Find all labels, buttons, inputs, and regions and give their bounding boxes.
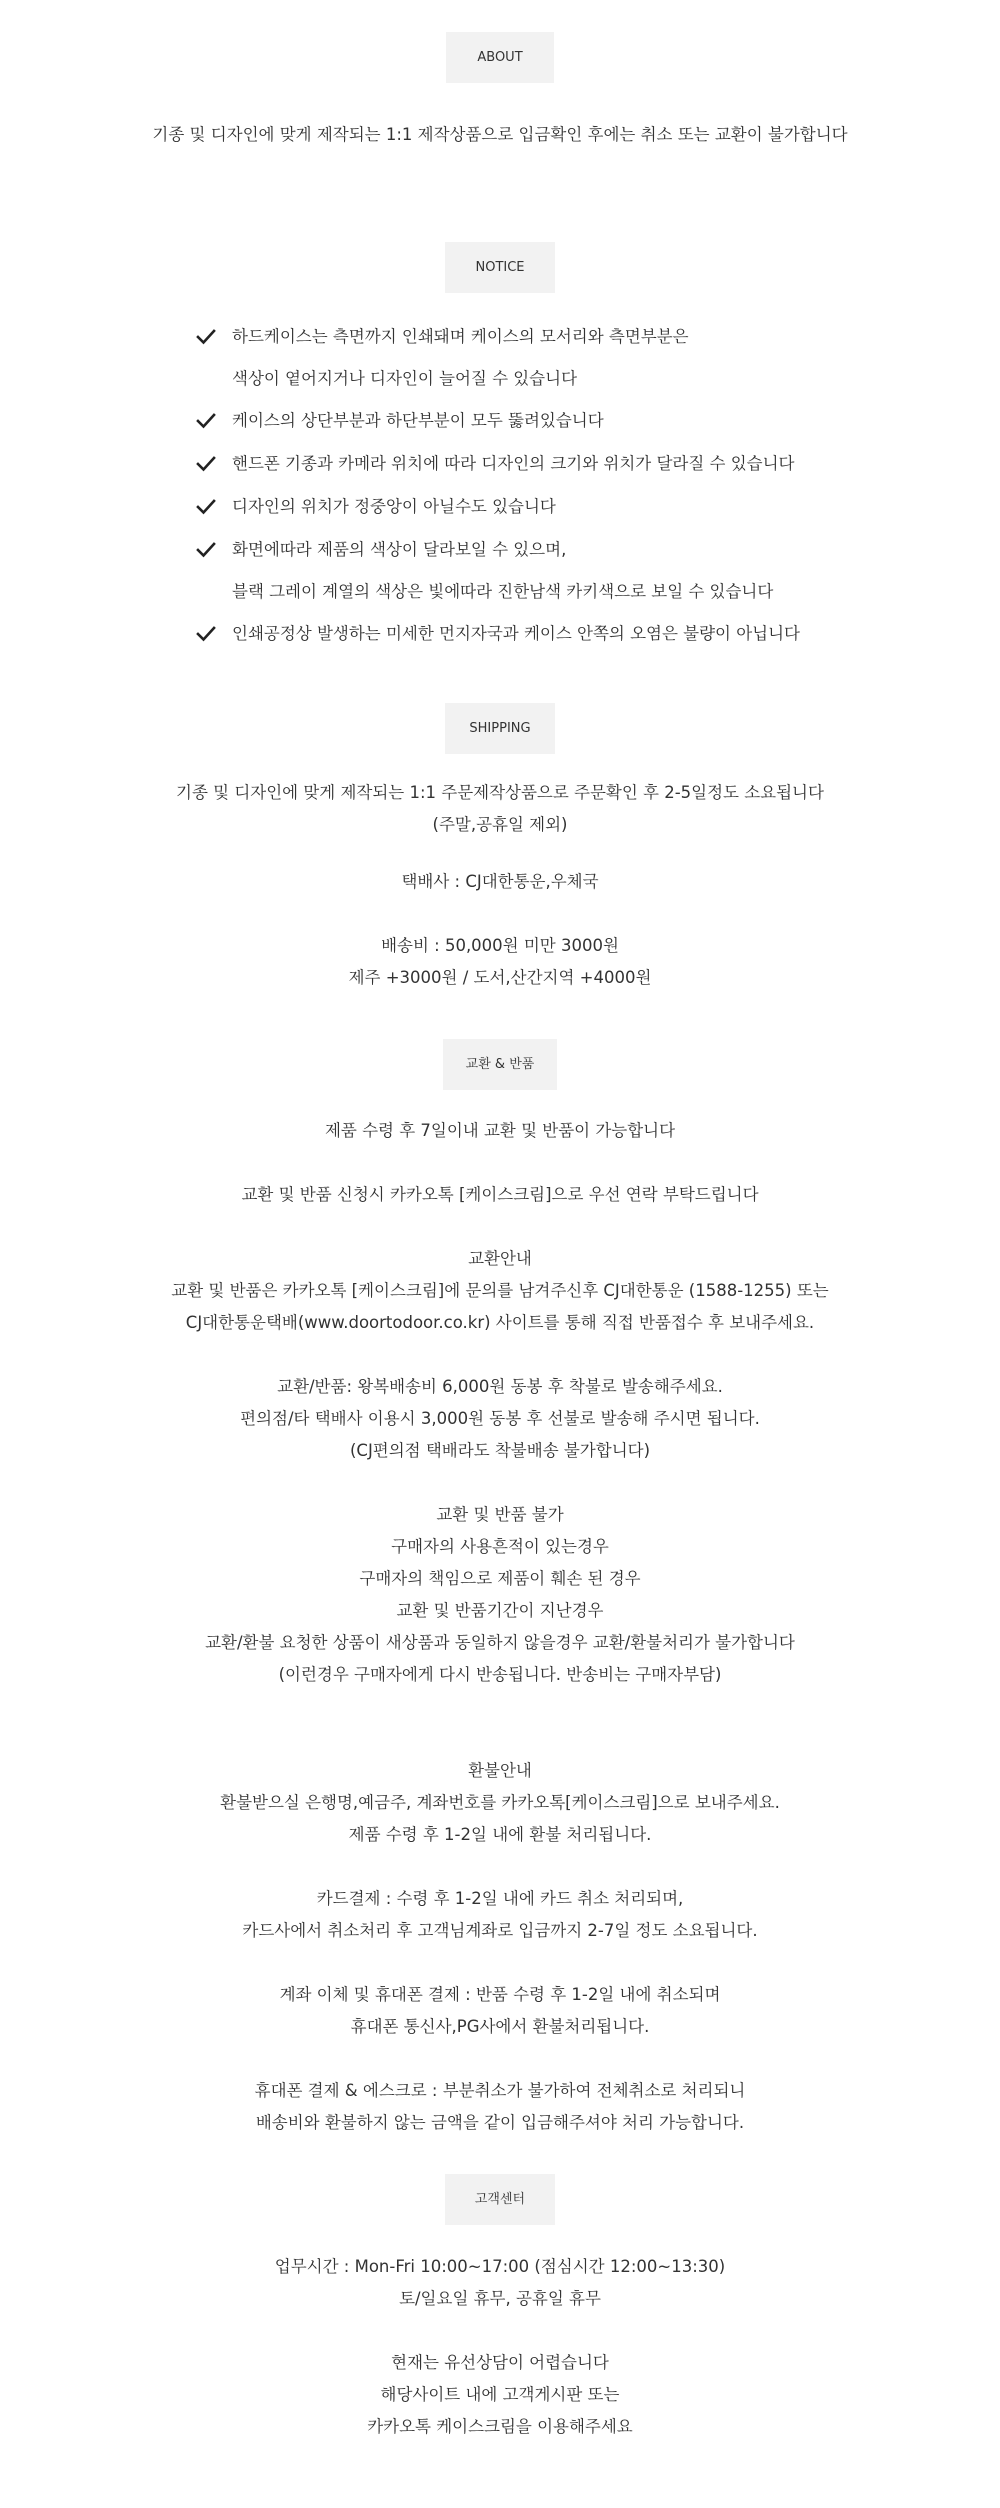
notice-section-title: NOTICE — [445, 242, 555, 293]
notice-item-text-continued: 색상이 옅어지거나 디자인이 늘어질 수 있습니다 — [232, 369, 578, 388]
notice-item-text-continued: 블랙 그레이 계열의 색상은 빛에따라 진한남색 카키색으로 보일 수 있습니다 — [232, 582, 774, 601]
exchange-text: 구매자의 책임으로 제품이 훼손 된 경우 — [359, 1569, 641, 1588]
notice-item-text: 화면에따라 제품의 색상이 달라보일 수 있으며, — [232, 540, 567, 559]
about-text: 기종 및 디자인에 맞게 제작되는 1:1 제작상품으로 입금확인 후에는 취소 또는 교환이 불가합니다 — [152, 125, 848, 144]
support-text: 해당사이트 내에 고객게시판 또는 — [380, 2385, 620, 2404]
check-icon — [196, 540, 216, 560]
exchange-text: (이런경우 구매자에게 다시 반송됩니다. 반송비는 구매자부담) — [278, 1665, 722, 1684]
notice-item — [196, 622, 800, 646]
exchange-text: 교환/반품: 왕복배송비 6,000원 동봉 후 착불로 발송해주세요. — [277, 1377, 723, 1396]
support-text: 카카오톡 케이스크림을 이용해주세요 — [367, 2417, 633, 2436]
check-icon — [196, 411, 216, 431]
notice-item-text: 하드케이스는 측면까지 인쇄돼며 케이스의 모서리와 측면부분은 — [232, 327, 689, 346]
refund-text: 계좌 이체 및 휴대폰 결제 : 반품 수령 후 1-2일 내에 취소되며 — [279, 1985, 721, 2004]
support-hours: 업무시간 : Mon-Fri 10:00~17:00 (점심시간 12:00~13:30) — [274, 2257, 726, 2276]
refund-text: 휴대폰 결제 & 에스크로 : 부분취소가 불가하여 전체취소로 처리되니 — [254, 2081, 746, 2100]
exchange-text: 교환 및 반품기간이 지난경우 — [396, 1601, 604, 1620]
exchange-text: CJ대한통운택배(www.doortodoor.co.kr) 사이트를 통해 직접 반품접수 후 보내주세요. — [185, 1313, 815, 1332]
refund-text: 카드사에서 취소처리 후 고객님계좌로 입금까지 2-7일 정도 소요됩니다. — [242, 1921, 758, 1940]
check-icon — [196, 624, 216, 644]
shipping-text: (주말,공휴일 제외) — [432, 815, 568, 834]
refund-text: 제품 수령 후 1-2일 내에 환불 처리됩니다. — [348, 1825, 652, 1844]
exchange-text: 편의점/타 택배사 이용시 3,000원 동봉 후 선불로 발송해 주시면 됩니다. — [240, 1409, 760, 1428]
check-icon — [196, 327, 216, 347]
refund-text: 환불받으실 은행명,예금주, 계좌번호를 카카오톡[케이스크림]으로 보내주세요. — [220, 1793, 780, 1812]
notice-item — [196, 495, 556, 519]
shipping-section-title: SHIPPING — [445, 703, 555, 754]
notice-item — [196, 538, 566, 562]
notice-item-text: 핸드폰 기종과 카메라 위치에 따라 디자인의 크기와 위치가 달라질 수 있습니다 — [232, 454, 795, 473]
exchange-text: 제품 수령 후 7일이내 교환 및 반품이 가능합니다 — [324, 1121, 676, 1140]
exchange-text: 교환/환불 요청한 상품이 새상품과 동일하지 않을경우 교환/환불처리가 불가합니다 — [205, 1633, 795, 1652]
exchange-section-title: 교환 & 반품 — [443, 1039, 557, 1090]
exchange-text: 교환 및 반품은 카카오톡 [케이스크림]에 문의를 남겨주신후 CJ대한통운 (1588-1255) 또는 — [171, 1281, 829, 1300]
exchange-text: 구매자의 사용흔적이 있는경우 — [391, 1537, 609, 1556]
notice-item-text: 인쇄공정상 발생하는 미세한 먼지자국과 케이스 안쪽의 오염은 불량이 아닙니다 — [232, 624, 800, 643]
notice-item — [196, 409, 604, 433]
exchange-subheading: 교환 및 반품 불가 — [436, 1505, 564, 1524]
check-icon — [196, 454, 216, 474]
exchange-subheading: 교환안내 — [468, 1249, 532, 1268]
refund-subheading: 환불안내 — [468, 1761, 532, 1780]
about-section-title: ABOUT — [446, 32, 554, 83]
notice-item-text: 디자인의 위치가 정중앙이 아닐수도 있습니다 — [232, 497, 556, 516]
exchange-text: (CJ편의점 택배라도 착불배송 불가합니다) — [349, 1441, 651, 1460]
shipping-courier: 택배사 : CJ대한통운,우체국 — [401, 872, 599, 891]
notice-item-text: 케이스의 상단부분과 하단부분이 모두 뚫려있습니다 — [232, 411, 604, 430]
exchange-text: 교환 및 반품 신청시 카카오톡 [케이스크림]으로 우선 연락 부탁드립니다 — [241, 1185, 759, 1204]
shipping-fee: 배송비 : 50,000원 미만 3000원 — [381, 936, 619, 955]
refund-text: 휴대폰 통신사,PG사에서 환불처리됩니다. — [350, 2017, 650, 2036]
support-section-title: 고객센터 — [445, 2174, 555, 2225]
refund-text: 배송비와 환불하지 않는 금액을 같이 입금해주셔야 처리 가능합니다. — [255, 2113, 745, 2132]
shipping-text: 기종 및 디자인에 맞게 제작되는 1:1 주문제작상품으로 주문확인 후 2-5일정도 소요됩니다 — [176, 783, 824, 802]
notice-item — [196, 325, 689, 349]
check-icon — [196, 497, 216, 517]
refund-text: 카드결제 : 수령 후 1-2일 내에 카드 취소 처리되며, — [316, 1889, 684, 1908]
support-text: 현재는 유선상담이 어렵습니다 — [391, 2353, 609, 2372]
notice-item — [196, 452, 795, 476]
shipping-fee-extra: 제주 +3000원 / 도서,산간지역 +4000원 — [348, 968, 652, 987]
support-holiday: 토/일요일 휴무, 공휴일 휴무 — [399, 2289, 601, 2308]
